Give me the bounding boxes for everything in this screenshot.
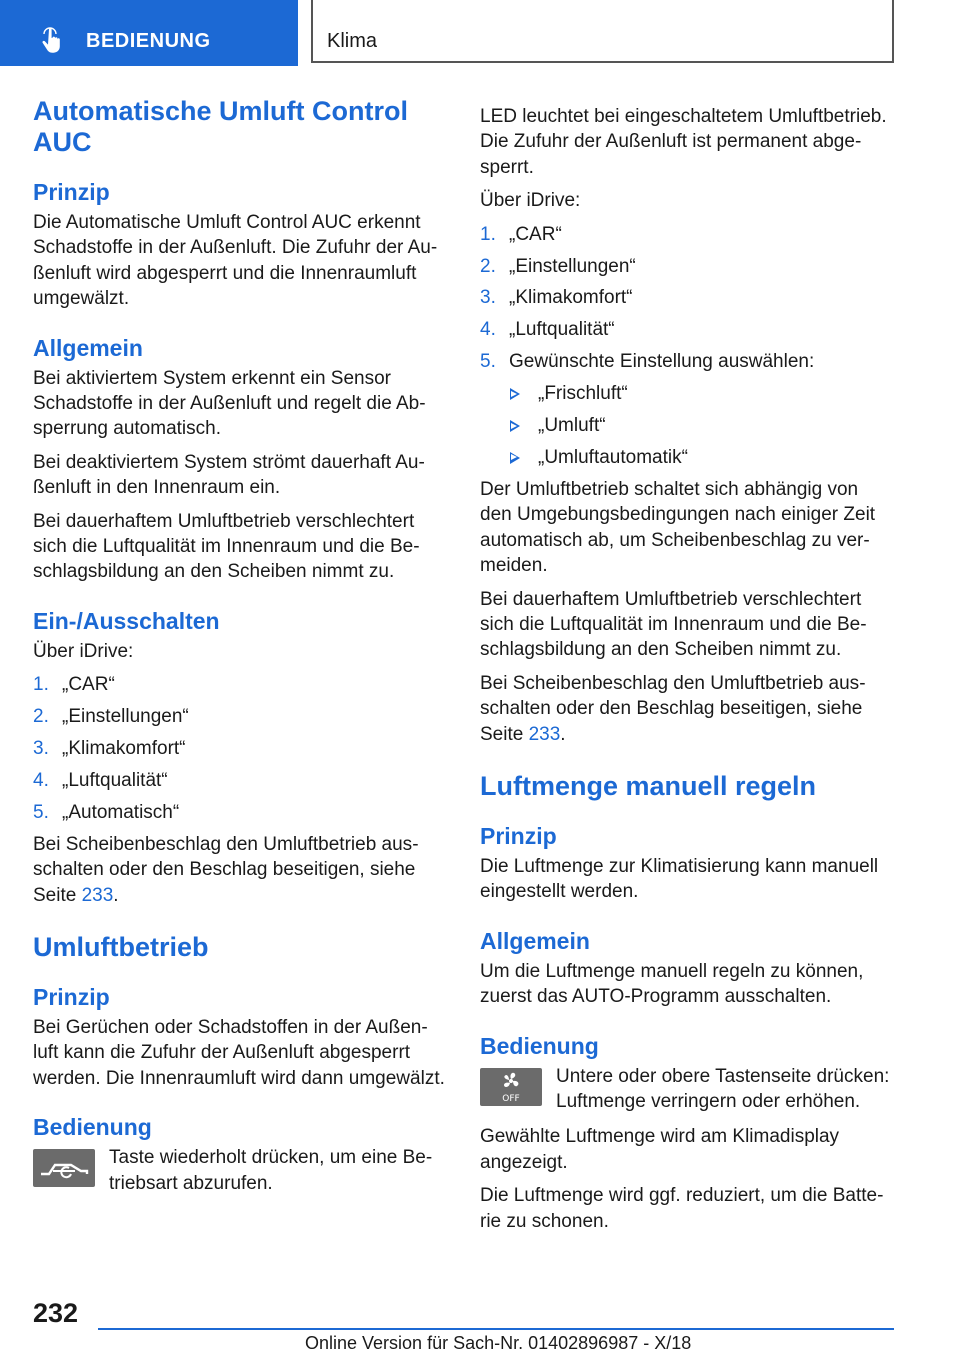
beschlag-text: Bei Scheibenbeschlag den Umluftbetrieb ausschalten oder den Beschlag beseitigen, siehe Seite 233. [480,672,866,745]
chapter-tab [311,0,894,63]
dauer-text: Bei dauerhaftem Umluftbetrieb verschlechtert sich die Luftqualität im Innenraum und die Beschlagsbildung an den Scheiben nimmt zu. [480,588,867,661]
luftmenge-prinzip-heading: Prinzip [480,822,557,849]
umluft-bedienung-text: Taste wiederholt drücken, um eine Betriebsart abzurufen. [109,1147,433,1194]
auc-allgemein-p2: Bei deaktiviertem System strömt dauerhaft Außenluft in den Innenraum ein. [33,451,425,499]
umluft-bedienung-row [33,1145,445,1196]
umluft-bedienung-heading: Bedienung [33,1114,152,1141]
list-item: „Frischluft“ [480,381,892,406]
recirculation-car-icon [33,1149,95,1187]
triangle-bullet-icon [510,452,520,464]
right-column [480,104,892,1242]
footer-divider [98,1328,894,1330]
auc-steps-list [33,672,445,825]
auc-prinzip-text: Die Automatische Umluft Control AUC erkennt Schadstoffe in der Außenluft. Die Zufuhr der Außenluft wird abgesperrt und die Innenraumluft umgewälzt. [33,212,438,310]
list-item: 1. „CAR“ [33,674,115,696]
umluft-title: Umluftbetrieb [33,932,209,963]
page-link[interactable]: 233 [528,723,561,745]
triangle-bullet-icon [510,388,520,400]
list-item: 1. „CAR“ [480,223,562,245]
umluft-prinzip-heading: Prinzip [33,984,110,1011]
fan-off-icon [480,1068,542,1106]
section-label: BEDIENUNG [86,30,211,52]
idrive-intro: Über iDrive: [480,190,581,212]
list-item: 5. Gewünschte Einstellung auswählen: [480,351,815,373]
list-item: 2. „Einstellungen“ [480,255,636,277]
list-item: „Umluft“ [480,413,892,438]
auto-off-text: Der Umluftbetrieb schaltet sich abhängig von den Umgebungsbedingungen nach einiger Zeit automatisch ab, um Scheibenbeschlag zu vermeiden. [480,478,876,577]
luftmenge-prinzip-text: Die Luftmenge zur Klimatisierung kann manuell eingestellt werden. [480,855,879,903]
page-number: 232 [33,1298,79,1328]
luftmenge-allgemein-text: Um die Luftmenge manuell regeln zu können, zuerst das AUTO-Programm ausschalten. [480,960,864,1008]
luftmenge-bedienung-heading: Bedienung [480,1032,599,1059]
auc-allgemein-p1: Bei aktiviertem System erkennt ein Sensor Schadstoffe in der Außenluft und regelt die Absperrung automatisch. [33,367,426,440]
auc-prinzip-heading: Prinzip [33,179,110,205]
list-item: „Umluftautomatik“ [480,445,892,470]
luftmenge-allgemein-heading: Allgemein [480,927,590,954]
triangle-bullet-icon [510,420,520,432]
luftmenge-title: Luftmenge manuell regeln [480,770,817,801]
auc-beschlag-text: Bei Scheibenbeschlag den Umluftbetrieb ausschalten oder den Beschlag beseitigen, siehe Seite 233. [33,833,419,906]
umluft-steps-list [480,222,892,375]
auc-allgemein-p3: Bei dauerhaftem Umluftbetrieb verschlechtert sich die Luftqualität im Innenraum und die Beschlagsbildung an den Scheiben nimmt zu. [33,510,420,583]
chapter-label: Klima [327,30,378,52]
list-item: 3. „Klimakomfort“ [480,287,633,309]
section-tab [0,0,298,66]
page-link[interactable]: 233 [81,884,114,906]
luftmenge-bedienung-row [480,1064,892,1115]
option-list [480,381,892,470]
list-item: 5. „Automatisch“ [33,801,180,823]
auc-einaus-intro: Über iDrive: [33,640,134,662]
list-item: 4. „Luftqualität“ [33,770,168,791]
list-item: 3. „Klimakomfort“ [33,738,186,760]
left-column [33,96,445,1206]
umluft-prinzip-text: Bei Gerüchen oder Schadstoffen in der Außenluft kann die Zufuhr der Außenluft abgesperrt werden. Die Innenraumluft wird dann umgewälzt. [33,1017,445,1089]
auc-title: Automatische Umluft Control AUC [33,96,408,157]
auc-einaus-heading: Ein-/Ausschalten [33,607,220,634]
list-item: 4. „Luftqualität“ [480,319,615,341]
anzeige-text: Gewählte Luftmenge wird am Klimadisplay angezeigt. [480,1126,840,1173]
hand-pointer-icon [38,26,68,56]
svg-text:OFF: OFF [502,1093,520,1104]
footer-version-text: Online Version für Sach-Nr. 01402896987 - X/18 [305,1333,692,1353]
led-text: LED leuchtet bei eingeschaltetem Umluftbetrieb. Die Zufuhr der Außenluft ist permanent abgesperrt. [480,106,887,178]
luftmenge-bedienung-text: Untere oder obere Tastenseite drücken: Luftmenge verringern oder erhöhen. [556,1065,890,1112]
list-item: 2. „Einstellungen“ [33,706,189,728]
batterie-text: Die Luftmenge wird ggf. reduziert, um die Batterie zu schonen. [480,1185,884,1232]
auc-allgemein-heading: Allgemein [33,334,143,361]
